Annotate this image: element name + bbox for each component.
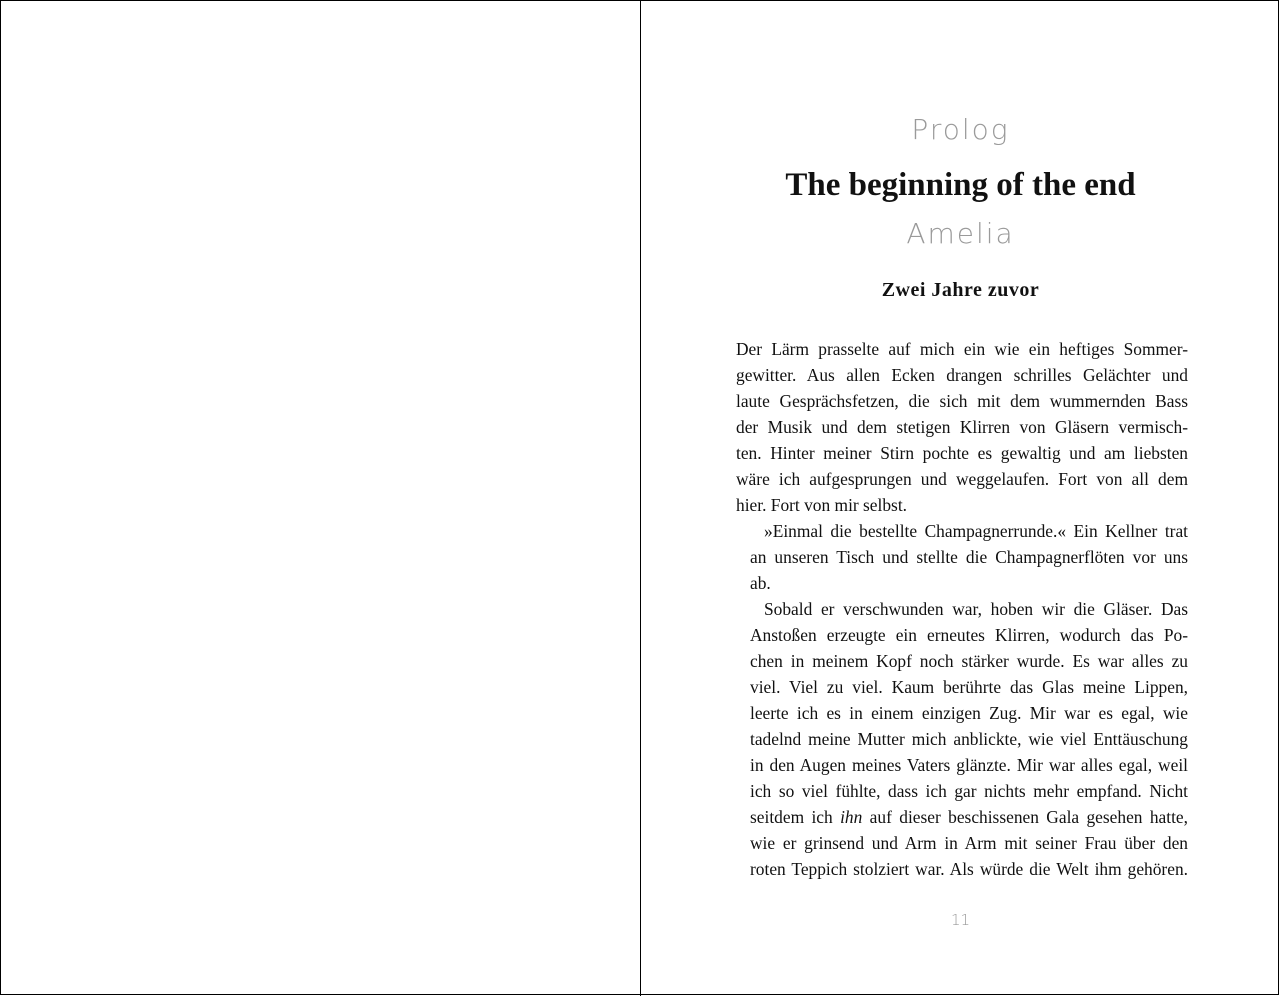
text-line: chen in meinem Kopf noch stärker wurde. Es war alles zu bbox=[750, 651, 1188, 671]
text-line: viel. Viel zu viel. Kaum berührte das Glas meine Lippen, bbox=[750, 677, 1188, 697]
text-line: tadelnd meine Mutter mich anblickte, wie viel Enttäuschung bbox=[750, 729, 1188, 749]
text-line: wäre ich aufgesprungen und weggelaufen. Fort von all dem bbox=[736, 469, 1188, 489]
pov-character: Amelia bbox=[906, 217, 1015, 250]
text-line: hier. Fort von mir selbst. bbox=[736, 495, 908, 515]
text-line: der Musik und dem stetigen Klirren von Gläsern vermisch- bbox=[736, 417, 1188, 437]
text-line: gewitter. Aus allen Ecken drangen schrilles Gelächter und bbox=[736, 365, 1188, 385]
text-line: ten. Hinter meiner Stirn pochte es gewaltig und am liebsten bbox=[736, 443, 1188, 463]
paragraph-2 bbox=[736, 518, 1188, 596]
chapter-title: The beginning of the end bbox=[785, 167, 1136, 203]
paragraph-1 bbox=[736, 336, 1188, 518]
text-line: ab. bbox=[750, 573, 771, 593]
page-number: 11 bbox=[950, 911, 971, 929]
text-line: in den Augen meines Vaters glänzte. Mir war alles egal, weil bbox=[750, 755, 1188, 775]
text-line: roten Teppich stolziert war. Als würde die Welt ihm gehören. bbox=[750, 859, 1188, 879]
paragraph-3 bbox=[736, 596, 1188, 882]
body-text bbox=[736, 336, 1188, 882]
text-line: »Einmal die bestellte Champagnerrunde.« Ein Kellner trat bbox=[764, 521, 1188, 541]
text-line-with-italic bbox=[736, 804, 1188, 830]
text-line: Sobald er verschwunden war, hoben wir die Gläser. Das bbox=[764, 599, 1188, 619]
text-line: wie er grinsend und Arm in Arm mit seiner Frau über den bbox=[750, 833, 1188, 853]
italic-word: ihn bbox=[840, 807, 863, 827]
text-line: laute Gesprächsfetzen, die sich mit dem wummernden Bass bbox=[736, 391, 1188, 411]
left-page-blank bbox=[1, 1, 641, 996]
text-line: an unseren Tisch und stellte die Champagnerflöten vor uns bbox=[750, 547, 1188, 567]
timeframe-heading: Zwei Jahre zuvor bbox=[881, 279, 1040, 301]
text-line: ich so viel fühlte, dass ich gar nichts mehr empfand. Nicht bbox=[750, 781, 1188, 801]
text-segment: auf dieser beschissenen Gala gesehen hatte, bbox=[862, 807, 1188, 827]
text-segment: seitdem ich bbox=[750, 807, 841, 827]
section-label: Prolog bbox=[911, 113, 1010, 146]
right-page bbox=[641, 1, 1280, 996]
text-line: Anstoßen erzeugte ein erneutes Klirren, wodurch das Po- bbox=[750, 625, 1188, 645]
text-line: Der Lärm prasselte auf mich ein wie ein heftiges Sommer- bbox=[736, 339, 1188, 359]
text-line: leerte ich es in einem einzigen Zug. Mir war es egal, wie bbox=[750, 703, 1188, 723]
